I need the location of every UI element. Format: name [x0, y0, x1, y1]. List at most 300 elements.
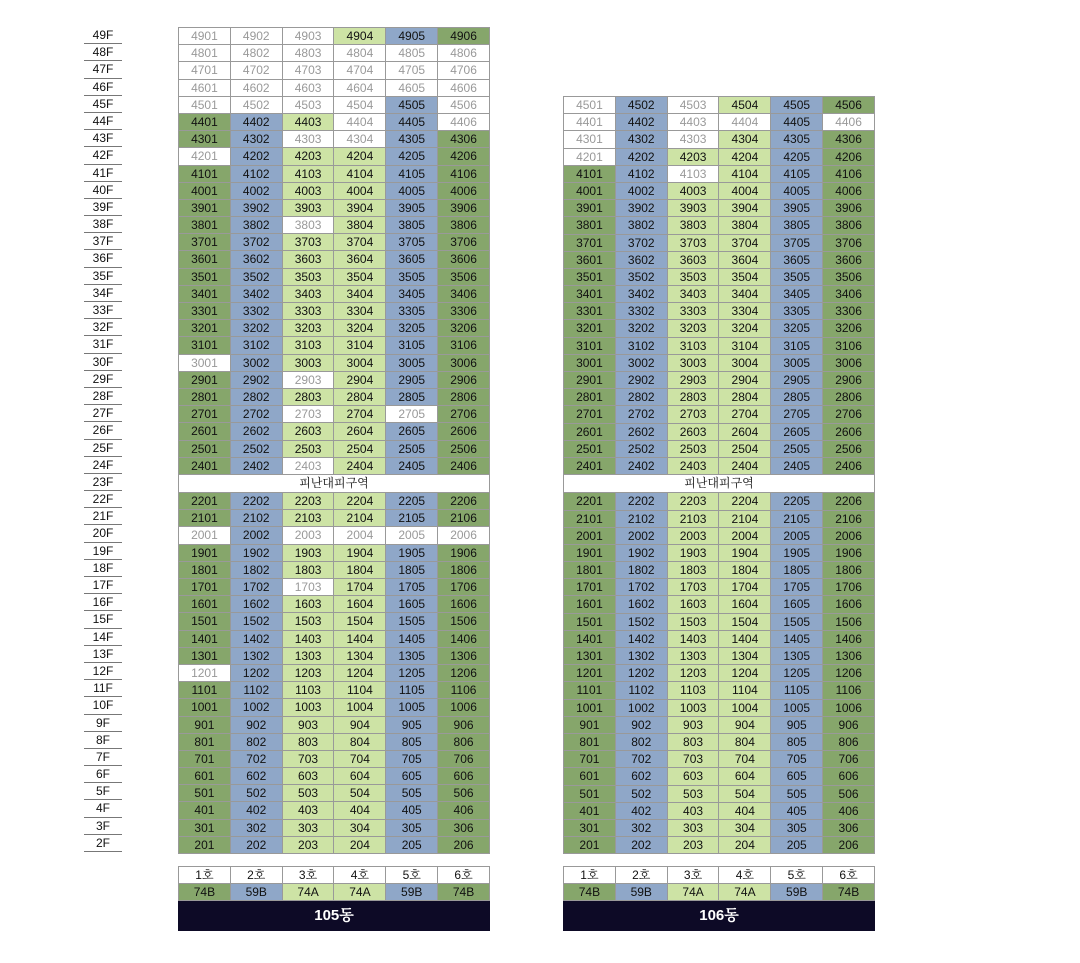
unit-cell[interactable]: 3106 [438, 337, 489, 354]
unit-cell[interactable]: 4204 [334, 148, 386, 165]
unit-cell[interactable]: 3501 [564, 269, 616, 286]
unit-cell[interactable]: 2204 [334, 493, 386, 510]
unit-cell[interactable]: 1605 [771, 596, 823, 613]
unit-cell[interactable]: 4906 [438, 28, 489, 45]
unit-cell[interactable]: 3004 [719, 355, 771, 372]
unit-cell[interactable]: 4302 [616, 131, 668, 148]
unit-cell[interactable]: 4005 [386, 183, 438, 200]
unit-cell[interactable]: 901 [179, 717, 231, 734]
unit-cell[interactable]: 2103 [668, 511, 720, 528]
unit-cell[interactable]: 3406 [438, 286, 489, 303]
unit-cell[interactable]: 1801 [564, 562, 616, 579]
unit-cell[interactable]: 3101 [564, 338, 616, 355]
unit-cell[interactable]: 1903 [283, 545, 335, 562]
unit-cell[interactable]: 3701 [179, 234, 231, 251]
unit-cell[interactable]: 3202 [231, 320, 283, 337]
unit-cell[interactable]: 1906 [438, 545, 489, 562]
unit-cell[interactable]: 1201 [564, 665, 616, 682]
unit-cell[interactable]: 1705 [771, 579, 823, 596]
unit-cell[interactable]: 1206 [823, 665, 874, 682]
unit-cell[interactable]: 1806 [438, 562, 489, 579]
unit-cell[interactable]: 1503 [668, 614, 720, 631]
unit-cell[interactable]: 204 [334, 837, 386, 854]
unit-cell[interactable]: 1106 [438, 682, 489, 699]
unit-cell[interactable]: 2205 [771, 493, 823, 510]
unit-cell[interactable]: 1301 [564, 648, 616, 665]
unit-cell[interactable]: 3004 [334, 355, 386, 372]
unit-cell[interactable]: 4501 [564, 97, 616, 114]
unit-cell[interactable]: 4002 [231, 183, 283, 200]
unit-cell[interactable]: 301 [179, 820, 231, 837]
unit-cell[interactable]: 2805 [386, 389, 438, 406]
unit-cell[interactable]: 2401 [179, 458, 231, 475]
unit-cell[interactable]: 502 [231, 785, 283, 802]
unit-cell[interactable]: 4202 [231, 148, 283, 165]
unit-cell[interactable]: 4104 [719, 166, 771, 183]
unit-cell[interactable]: 2904 [719, 372, 771, 389]
unit-cell[interactable]: 3606 [823, 252, 874, 269]
unit-cell[interactable]: 905 [386, 717, 438, 734]
unit-cell[interactable]: 4804 [334, 45, 386, 62]
unit-cell[interactable]: 3002 [231, 355, 283, 372]
unit-cell[interactable]: 4805 [386, 45, 438, 62]
unit-cell[interactable]: 2601 [564, 424, 616, 441]
unit-cell[interactable]: 2204 [719, 493, 771, 510]
unit-cell[interactable]: 1503 [283, 613, 335, 630]
unit-cell[interactable]: 606 [823, 768, 874, 785]
unit-cell[interactable]: 3502 [616, 269, 668, 286]
unit-cell[interactable]: 4403 [668, 114, 720, 131]
unit-cell[interactable]: 4102 [231, 166, 283, 183]
unit-cell[interactable]: 2603 [668, 424, 720, 441]
unit-cell[interactable]: 703 [283, 751, 335, 768]
unit-cell[interactable]: 4903 [283, 28, 335, 45]
unit-cell[interactable]: 4602 [231, 80, 283, 97]
unit-cell[interactable]: 1605 [386, 596, 438, 613]
unit-cell[interactable]: 4604 [334, 80, 386, 97]
unit-cell[interactable]: 1804 [334, 562, 386, 579]
unit-cell[interactable]: 3306 [438, 303, 489, 320]
unit-cell[interactable]: 2105 [771, 511, 823, 528]
unit-cell[interactable]: 3803 [283, 217, 335, 234]
unit-cell[interactable]: 1604 [719, 596, 771, 613]
unit-cell[interactable]: 1603 [668, 596, 720, 613]
unit-cell[interactable]: 904 [719, 717, 771, 734]
unit-cell[interactable]: 1103 [283, 682, 335, 699]
unit-cell[interactable]: 4505 [771, 97, 823, 114]
unit-cell[interactable]: 402 [616, 803, 668, 820]
unit-cell[interactable]: 3504 [719, 269, 771, 286]
unit-cell[interactable]: 3501 [179, 269, 231, 286]
unit-cell[interactable]: 305 [771, 820, 823, 837]
unit-cell[interactable]: 2703 [283, 406, 335, 423]
unit-cell[interactable]: 3803 [668, 217, 720, 234]
unit-cell[interactable]: 1701 [179, 579, 231, 596]
unit-cell[interactable]: 2403 [283, 458, 335, 475]
unit-cell[interactable]: 2806 [823, 389, 874, 406]
unit-cell[interactable]: 3705 [771, 235, 823, 252]
unit-cell[interactable]: 2404 [334, 458, 386, 475]
unit-cell[interactable]: 802 [616, 734, 668, 751]
unit-cell[interactable]: 202 [231, 837, 283, 854]
unit-cell[interactable]: 2703 [668, 406, 720, 423]
unit-cell[interactable]: 705 [771, 751, 823, 768]
unit-cell[interactable]: 1504 [334, 613, 386, 630]
unit-cell[interactable]: 504 [334, 785, 386, 802]
unit-cell[interactable]: 3203 [283, 320, 335, 337]
unit-cell[interactable]: 4101 [179, 166, 231, 183]
unit-cell[interactable]: 904 [334, 717, 386, 734]
unit-cell[interactable]: 1805 [771, 562, 823, 579]
unit-cell[interactable]: 4605 [386, 80, 438, 97]
unit-cell[interactable]: 702 [616, 751, 668, 768]
unit-cell[interactable]: 3304 [719, 303, 771, 320]
unit-cell[interactable]: 1105 [771, 682, 823, 699]
unit-cell[interactable]: 203 [283, 837, 335, 854]
unit-cell[interactable]: 4206 [438, 148, 489, 165]
unit-cell[interactable]: 3902 [231, 200, 283, 217]
unit-cell[interactable]: 3502 [231, 269, 283, 286]
unit-cell[interactable]: 4701 [179, 62, 231, 79]
unit-cell[interactable]: 1306 [438, 648, 489, 665]
unit-cell[interactable]: 1101 [179, 682, 231, 699]
unit-cell[interactable]: 2801 [179, 389, 231, 406]
unit-cell[interactable]: 3206 [823, 320, 874, 337]
unit-cell[interactable]: 4405 [771, 114, 823, 131]
unit-cell[interactable]: 4402 [616, 114, 668, 131]
unit-cell[interactable]: 1303 [283, 648, 335, 665]
unit-cell[interactable]: 1005 [386, 699, 438, 716]
unit-cell[interactable]: 3805 [386, 217, 438, 234]
unit-cell[interactable]: 1104 [719, 682, 771, 699]
unit-cell[interactable]: 3504 [334, 269, 386, 286]
unit-cell[interactable]: 2903 [668, 372, 720, 389]
unit-cell[interactable]: 3201 [564, 320, 616, 337]
unit-cell[interactable]: 706 [823, 751, 874, 768]
unit-cell[interactable]: 706 [438, 751, 489, 768]
unit-cell[interactable]: 2106 [823, 511, 874, 528]
unit-cell[interactable]: 1401 [179, 631, 231, 648]
unit-cell[interactable]: 4803 [283, 45, 335, 62]
unit-cell[interactable]: 4302 [231, 131, 283, 148]
unit-cell[interactable]: 2506 [438, 441, 489, 458]
unit-cell[interactable]: 2006 [823, 528, 874, 545]
unit-cell[interactable]: 304 [334, 820, 386, 837]
unit-cell[interactable]: 2404 [719, 458, 771, 475]
unit-cell[interactable]: 3105 [386, 337, 438, 354]
unit-cell[interactable]: 2406 [823, 458, 874, 475]
unit-cell[interactable]: 3404 [719, 286, 771, 303]
unit-cell[interactable]: 3206 [438, 320, 489, 337]
unit-cell[interactable]: 2206 [823, 493, 874, 510]
unit-cell[interactable]: 3104 [719, 338, 771, 355]
unit-cell[interactable]: 3904 [719, 200, 771, 217]
unit-cell[interactable]: 401 [564, 803, 616, 820]
unit-cell[interactable]: 4305 [771, 131, 823, 148]
unit-cell[interactable]: 2504 [334, 441, 386, 458]
unit-cell[interactable]: 4603 [283, 80, 335, 97]
unit-cell[interactable]: 3403 [283, 286, 335, 303]
unit-cell[interactable]: 403 [283, 802, 335, 819]
unit-cell[interactable]: 4404 [719, 114, 771, 131]
unit-cell[interactable]: 2104 [334, 510, 386, 527]
unit-cell[interactable]: 3806 [438, 217, 489, 234]
unit-cell[interactable]: 1105 [386, 682, 438, 699]
unit-cell[interactable]: 2605 [386, 423, 438, 440]
unit-cell[interactable]: 3602 [231, 251, 283, 268]
unit-cell[interactable]: 3801 [179, 217, 231, 234]
unit-cell[interactable]: 2502 [231, 441, 283, 458]
unit-cell[interactable]: 802 [231, 734, 283, 751]
unit-cell[interactable]: 803 [668, 734, 720, 751]
unit-cell[interactable]: 602 [231, 768, 283, 785]
unit-cell[interactable]: 4205 [771, 149, 823, 166]
unit-cell[interactable]: 4503 [283, 97, 335, 114]
unit-cell[interactable]: 1402 [231, 631, 283, 648]
unit-cell[interactable]: 503 [283, 785, 335, 802]
unit-cell[interactable]: 2402 [616, 458, 668, 475]
unit-cell[interactable]: 405 [771, 803, 823, 820]
unit-cell[interactable]: 2203 [283, 493, 335, 510]
unit-cell[interactable]: 2102 [231, 510, 283, 527]
unit-cell[interactable]: 405 [386, 802, 438, 819]
unit-cell[interactable]: 201 [564, 837, 616, 854]
unit-cell[interactable]: 402 [231, 802, 283, 819]
unit-cell[interactable]: 502 [616, 786, 668, 803]
unit-cell[interactable]: 1003 [668, 700, 720, 717]
unit-cell[interactable]: 2706 [823, 406, 874, 423]
unit-cell[interactable]: 406 [438, 802, 489, 819]
unit-cell[interactable]: 2803 [283, 389, 335, 406]
unit-cell[interactable]: 3402 [616, 286, 668, 303]
unit-cell[interactable]: 3506 [438, 269, 489, 286]
unit-cell[interactable]: 2406 [438, 458, 489, 475]
unit-cell[interactable]: 2506 [823, 441, 874, 458]
unit-cell[interactable]: 1706 [823, 579, 874, 596]
unit-cell[interactable]: 2606 [438, 423, 489, 440]
unit-cell[interactable]: 1205 [386, 665, 438, 682]
unit-cell[interactable]: 3303 [283, 303, 335, 320]
unit-cell[interactable]: 4101 [564, 166, 616, 183]
unit-cell[interactable]: 1501 [179, 613, 231, 630]
unit-cell[interactable]: 1001 [564, 700, 616, 717]
unit-cell[interactable]: 1204 [334, 665, 386, 682]
unit-cell[interactable]: 3101 [179, 337, 231, 354]
unit-cell[interactable]: 3302 [616, 303, 668, 320]
unit-cell[interactable]: 1405 [386, 631, 438, 648]
unit-cell[interactable]: 1102 [616, 682, 668, 699]
unit-cell[interactable]: 1304 [334, 648, 386, 665]
unit-cell[interactable]: 302 [616, 820, 668, 837]
unit-cell[interactable]: 2901 [179, 372, 231, 389]
unit-cell[interactable]: 2403 [668, 458, 720, 475]
unit-cell[interactable]: 4006 [823, 183, 874, 200]
unit-cell[interactable]: 3804 [719, 217, 771, 234]
unit-cell[interactable]: 3105 [771, 338, 823, 355]
unit-cell[interactable]: 303 [283, 820, 335, 837]
unit-cell[interactable]: 3802 [231, 217, 283, 234]
unit-cell[interactable]: 4301 [179, 131, 231, 148]
unit-cell[interactable]: 4004 [334, 183, 386, 200]
unit-cell[interactable]: 903 [283, 717, 335, 734]
unit-cell[interactable]: 3002 [616, 355, 668, 372]
unit-cell[interactable]: 4501 [179, 97, 231, 114]
unit-cell[interactable]: 1205 [771, 665, 823, 682]
unit-cell[interactable]: 3301 [564, 303, 616, 320]
unit-cell[interactable]: 2001 [564, 528, 616, 545]
unit-cell[interactable]: 4001 [564, 183, 616, 200]
unit-cell[interactable]: 3102 [231, 337, 283, 354]
unit-cell[interactable]: 4005 [771, 183, 823, 200]
unit-cell[interactable]: 2604 [334, 423, 386, 440]
unit-cell[interactable]: 704 [334, 751, 386, 768]
unit-cell[interactable]: 3904 [334, 200, 386, 217]
unit-cell[interactable]: 4305 [386, 131, 438, 148]
unit-cell[interactable]: 2205 [386, 493, 438, 510]
unit-cell[interactable]: 3405 [386, 286, 438, 303]
unit-cell[interactable]: 2106 [438, 510, 489, 527]
unit-cell[interactable]: 3202 [616, 320, 668, 337]
unit-cell[interactable]: 1302 [231, 648, 283, 665]
unit-cell[interactable]: 4201 [179, 148, 231, 165]
unit-cell[interactable]: 3204 [719, 320, 771, 337]
unit-cell[interactable]: 2904 [334, 372, 386, 389]
unit-cell[interactable]: 603 [668, 768, 720, 785]
unit-cell[interactable]: 601 [179, 768, 231, 785]
unit-cell[interactable]: 1202 [616, 665, 668, 682]
unit-cell[interactable]: 4106 [438, 166, 489, 183]
unit-cell[interactable]: 1206 [438, 665, 489, 682]
unit-cell[interactable]: 505 [386, 785, 438, 802]
unit-cell[interactable]: 404 [719, 803, 771, 820]
unit-cell[interactable]: 1305 [386, 648, 438, 665]
unit-cell[interactable]: 1606 [438, 596, 489, 613]
unit-cell[interactable]: 401 [179, 802, 231, 819]
unit-cell[interactable]: 1506 [438, 613, 489, 630]
unit-cell[interactable]: 306 [438, 820, 489, 837]
unit-cell[interactable]: 3001 [564, 355, 616, 372]
unit-cell[interactable]: 2104 [719, 511, 771, 528]
unit-cell[interactable]: 4705 [386, 62, 438, 79]
unit-cell[interactable]: 2006 [438, 527, 489, 544]
unit-cell[interactable]: 2003 [283, 527, 335, 544]
unit-cell[interactable]: 604 [334, 768, 386, 785]
unit-cell[interactable]: 4402 [231, 114, 283, 131]
unit-cell[interactable]: 1806 [823, 562, 874, 579]
unit-cell[interactable]: 2906 [438, 372, 489, 389]
unit-cell[interactable]: 1302 [616, 648, 668, 665]
unit-cell[interactable]: 406 [823, 803, 874, 820]
unit-cell[interactable]: 303 [668, 820, 720, 837]
unit-cell[interactable]: 2401 [564, 458, 616, 475]
unit-cell[interactable]: 1805 [386, 562, 438, 579]
unit-cell[interactable]: 4304 [719, 131, 771, 148]
unit-cell[interactable]: 2603 [283, 423, 335, 440]
unit-cell[interactable]: 3603 [283, 251, 335, 268]
unit-cell[interactable]: 3204 [334, 320, 386, 337]
unit-cell[interactable]: 3405 [771, 286, 823, 303]
unit-cell[interactable]: 1502 [231, 613, 283, 630]
unit-cell[interactable]: 3505 [386, 269, 438, 286]
unit-cell[interactable]: 2805 [771, 389, 823, 406]
unit-cell[interactable]: 3503 [668, 269, 720, 286]
unit-cell[interactable]: 3906 [823, 200, 874, 217]
unit-cell[interactable]: 3103 [283, 337, 335, 354]
unit-cell[interactable]: 3005 [386, 355, 438, 372]
unit-cell[interactable]: 1305 [771, 648, 823, 665]
unit-cell[interactable]: 2701 [564, 406, 616, 423]
unit-cell[interactable]: 1006 [438, 699, 489, 716]
unit-cell[interactable]: 1201 [179, 665, 231, 682]
unit-cell[interactable]: 1702 [231, 579, 283, 596]
unit-cell[interactable]: 4304 [334, 131, 386, 148]
unit-cell[interactable]: 2101 [564, 511, 616, 528]
unit-cell[interactable]: 2501 [179, 441, 231, 458]
unit-cell[interactable]: 4506 [438, 97, 489, 114]
unit-cell[interactable]: 2105 [386, 510, 438, 527]
unit-cell[interactable]: 1803 [283, 562, 335, 579]
unit-cell[interactable]: 403 [668, 803, 720, 820]
unit-cell[interactable]: 1603 [283, 596, 335, 613]
unit-cell[interactable]: 1904 [719, 545, 771, 562]
unit-cell[interactable]: 1501 [564, 614, 616, 631]
unit-cell[interactable]: 905 [771, 717, 823, 734]
unit-cell[interactable]: 4003 [668, 183, 720, 200]
unit-cell[interactable]: 2004 [334, 527, 386, 544]
unit-cell[interactable]: 1902 [231, 545, 283, 562]
unit-cell[interactable]: 3201 [179, 320, 231, 337]
unit-cell[interactable]: 1505 [386, 613, 438, 630]
unit-cell[interactable]: 2206 [438, 493, 489, 510]
unit-cell[interactable]: 3301 [179, 303, 231, 320]
unit-cell[interactable]: 1704 [334, 579, 386, 596]
unit-cell[interactable]: 1905 [771, 545, 823, 562]
unit-cell[interactable]: 1902 [616, 545, 668, 562]
unit-cell[interactable]: 2602 [616, 424, 668, 441]
unit-cell[interactable]: 3706 [438, 234, 489, 251]
unit-cell[interactable]: 1905 [386, 545, 438, 562]
unit-cell[interactable]: 3702 [616, 235, 668, 252]
unit-cell[interactable]: 1601 [179, 596, 231, 613]
unit-cell[interactable]: 2804 [334, 389, 386, 406]
unit-cell[interactable]: 4401 [564, 114, 616, 131]
unit-cell[interactable]: 3102 [616, 338, 668, 355]
unit-cell[interactable]: 1304 [719, 648, 771, 665]
unit-cell[interactable]: 2702 [231, 406, 283, 423]
unit-cell[interactable]: 2201 [179, 493, 231, 510]
unit-cell[interactable]: 605 [386, 768, 438, 785]
unit-cell[interactable]: 1803 [668, 562, 720, 579]
unit-cell[interactable]: 1006 [823, 700, 874, 717]
unit-cell[interactable]: 4704 [334, 62, 386, 79]
unit-cell[interactable]: 2905 [771, 372, 823, 389]
unit-cell[interactable]: 404 [334, 802, 386, 819]
unit-cell[interactable]: 801 [179, 734, 231, 751]
unit-cell[interactable]: 306 [823, 820, 874, 837]
unit-cell[interactable]: 4801 [179, 45, 231, 62]
unit-cell[interactable]: 1901 [179, 545, 231, 562]
unit-cell[interactable]: 3403 [668, 286, 720, 303]
unit-cell[interactable]: 3805 [771, 217, 823, 234]
unit-cell[interactable]: 4706 [438, 62, 489, 79]
unit-cell[interactable]: 805 [771, 734, 823, 751]
unit-cell[interactable]: 801 [564, 734, 616, 751]
unit-cell[interactable]: 2505 [771, 441, 823, 458]
unit-cell[interactable]: 3303 [668, 303, 720, 320]
unit-cell[interactable]: 1401 [564, 631, 616, 648]
unit-cell[interactable]: 2001 [179, 527, 231, 544]
unit-cell[interactable]: 2405 [771, 458, 823, 475]
